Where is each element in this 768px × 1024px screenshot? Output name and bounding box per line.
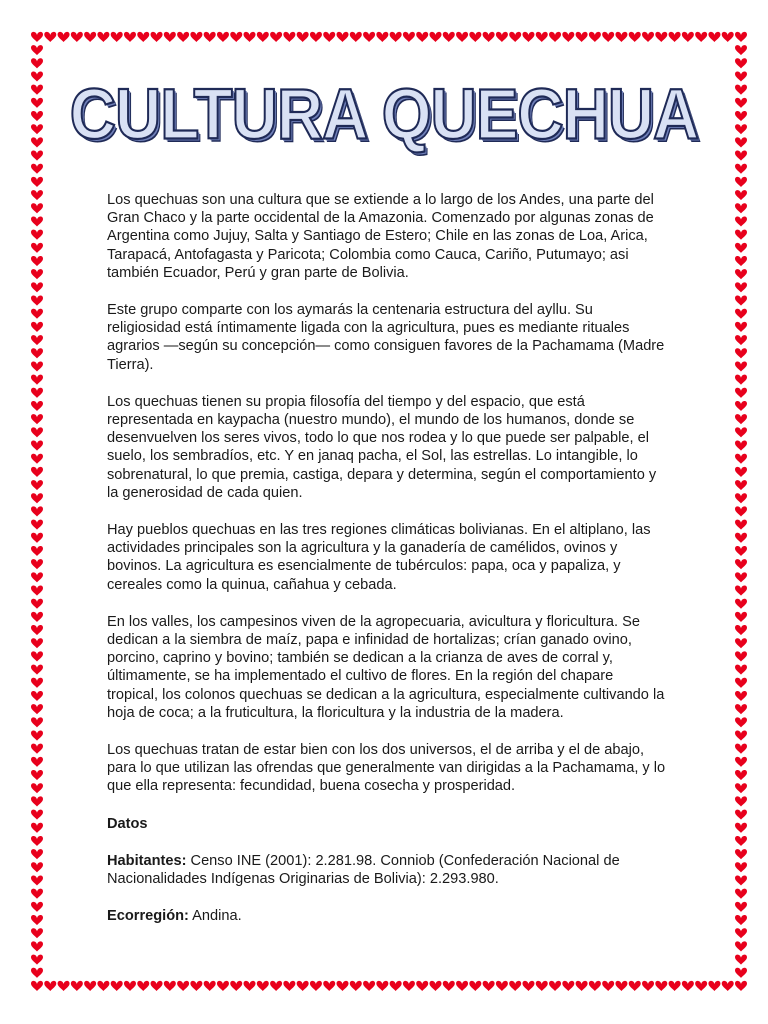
- heart-icon: [615, 32, 627, 42]
- heart-icon: [669, 32, 681, 42]
- heart-icon: [84, 981, 96, 991]
- heart-icon: [483, 981, 495, 991]
- heart-icon: [151, 981, 163, 991]
- heart-icon: [735, 348, 747, 358]
- heart-icon: [735, 731, 747, 741]
- heart-icon: [735, 414, 747, 424]
- heart-icon: [469, 981, 481, 991]
- heart-icon: [509, 32, 521, 42]
- heart-icon: [31, 58, 43, 68]
- paragraph-universos: Los quechuas tratan de estar bien con los dos universos, el de arriba y el de abajo, para lo que utilizan las ofrendas que generalmente van dirigidas a la Pachamama, y lo que ella representa: fecundidad, buena cosecha y prosperidad.: [107, 742, 666, 795]
- heart-icon: [735, 941, 747, 951]
- heart-icon: [31, 586, 43, 596]
- heart-icon: [137, 981, 149, 991]
- heart-icon: [735, 506, 747, 516]
- heart-icon: [31, 401, 43, 411]
- heart-icon: [735, 770, 747, 780]
- heart-icon: [31, 796, 43, 806]
- heart-icon: [735, 230, 747, 240]
- heart-icon: [735, 388, 747, 398]
- heart-icon: [735, 783, 747, 793]
- ecorregion-label: Ecorregión:: [107, 908, 189, 925]
- heart-icon: [97, 32, 109, 42]
- heart-icon: [735, 520, 747, 530]
- heart-icon: [735, 810, 747, 820]
- heart-icon: [363, 32, 375, 42]
- heart-icon: [682, 32, 694, 42]
- heart-icon: [363, 981, 375, 991]
- heart-icon: [31, 335, 43, 345]
- heart-icon: [722, 981, 734, 991]
- heart-icon: [655, 32, 667, 42]
- heart-icon: [735, 467, 747, 477]
- heart-icon: [735, 599, 747, 609]
- heart-icon: [31, 836, 43, 846]
- heart-icon: [735, 928, 747, 938]
- heart-icon: [31, 691, 43, 701]
- heart-icon: [244, 981, 256, 991]
- heart-icon: [390, 981, 402, 991]
- page-title: CULTURA QUECHUA: [69, 73, 699, 155]
- heart-icon: [589, 32, 601, 42]
- heart-icon: [735, 256, 747, 266]
- heart-icon: [416, 32, 428, 42]
- heart-icon: [31, 889, 43, 899]
- heart-icon: [71, 981, 83, 991]
- heart-icon: [31, 981, 43, 991]
- heart-icon: [230, 32, 242, 42]
- habitantes-label: Habitantes:: [107, 852, 187, 869]
- heart-icon: [735, 638, 747, 648]
- heart-icon: [31, 190, 43, 200]
- heart-icon: [390, 32, 402, 42]
- heart-icon: [164, 981, 176, 991]
- heart-icon: [416, 981, 428, 991]
- heart-icon: [204, 981, 216, 991]
- heart-icon: [31, 757, 43, 767]
- heart-icon: [376, 981, 388, 991]
- heart-icon: [682, 981, 694, 991]
- heart-icon: [31, 309, 43, 319]
- heart-icon: [456, 981, 468, 991]
- paragraph-ayllu: Este grupo comparte con los aymarás la centenaria estructura del ayllu. Su religiosidad está íntimamente ligada con la agricultura, pues es mediante rituales agrarios —según su concepción— como consiguen favores de la Pachamama (Madre Tierra).: [107, 302, 665, 373]
- heart-icon: [735, 151, 747, 161]
- heart-icon: [31, 45, 43, 55]
- heart-icon: [509, 981, 521, 991]
- heart-icon: [735, 796, 747, 806]
- heart-icon: [31, 678, 43, 688]
- heart-icon: [735, 361, 747, 371]
- heart-icon: [190, 32, 202, 42]
- heart-icon: [217, 981, 229, 991]
- heart-icon: [735, 704, 747, 714]
- heart-icon: [496, 981, 508, 991]
- heart-icon: [735, 691, 747, 701]
- heart-icon: [297, 32, 309, 42]
- heart-icon: [31, 348, 43, 358]
- heart-icon: [31, 665, 43, 675]
- heart-icon: [310, 32, 322, 42]
- heart-icon: [31, 414, 43, 424]
- heart-icon: [350, 981, 362, 991]
- heart-icon: [204, 32, 216, 42]
- heart-icon: [735, 744, 747, 754]
- heart-icon: [735, 915, 747, 925]
- heart-icon: [536, 32, 548, 42]
- heart-icon: [244, 32, 256, 42]
- heart-icon: [31, 216, 43, 226]
- heart-icon: [735, 968, 747, 978]
- heart-icon: [177, 32, 189, 42]
- heart-icon: [84, 32, 96, 42]
- heart-icon: [31, 546, 43, 556]
- heart-icon: [735, 678, 747, 688]
- heart-icon: [522, 981, 534, 991]
- heart-icon: [217, 32, 229, 42]
- heart-icon: [31, 968, 43, 978]
- heart-icon: [31, 638, 43, 648]
- heart-icon: [735, 836, 747, 846]
- heart-icon: [31, 322, 43, 332]
- paragraph-valles: En los valles, los campesinos viven de la agropecuaria, avicultura y floricultura. Se dedican a la siembra de maíz, papa e infinidad de hortalizas; crían ganado ovino, porcino, caprino y bovino; también se dedican a la crianza de aves de corral y, últimamente, se ha implementado el cultivo de flores. En la región del chapare tropical, los colonos quechuas se dedican a la agricultura, especialmente cultivando la hoja de coca; a la fruticultura, la floricultura y la industria de la madera.: [107, 613, 665, 721]
- heart-icon: [483, 32, 495, 42]
- heart-icon: [31, 493, 43, 503]
- heart-icon: [257, 981, 269, 991]
- heart-icon: [31, 427, 43, 437]
- heart-icon: [31, 269, 43, 279]
- heart-icon: [31, 441, 43, 451]
- heart-icon: [735, 717, 747, 727]
- heart-icon: [350, 32, 362, 42]
- heart-icon: [722, 32, 734, 42]
- habitantes-row: [107, 852, 667, 888]
- heart-icon: [31, 783, 43, 793]
- heart-icon: [71, 32, 83, 42]
- heart-icon: [735, 651, 747, 661]
- heart-icon: [735, 309, 747, 319]
- heart-icon: [549, 32, 561, 42]
- heart-icon: [31, 704, 43, 714]
- heart-icon: [58, 981, 70, 991]
- heart-icon: [589, 981, 601, 991]
- heart-icon: [297, 981, 309, 991]
- heart-icon: [735, 243, 747, 253]
- heart-icon: [31, 467, 43, 477]
- heart-icon: [31, 731, 43, 741]
- heart-icon: [695, 981, 707, 991]
- heart-icon: [735, 375, 747, 385]
- heart-icon: [283, 32, 295, 42]
- heart-icon: [270, 32, 282, 42]
- heart-icon: [469, 32, 481, 42]
- heart-icon: [31, 559, 43, 569]
- heart-icon: [735, 586, 747, 596]
- heart-icon: [642, 981, 654, 991]
- heart-icon: [735, 282, 747, 292]
- heart-icon: [642, 32, 654, 42]
- heart-icon: [735, 441, 747, 451]
- heart-icon: [549, 981, 561, 991]
- heart-icon: [735, 164, 747, 174]
- heart-icon: [31, 651, 43, 661]
- heart-icon: [629, 981, 641, 991]
- heart-icon: [735, 216, 747, 226]
- heart-icon: [522, 32, 534, 42]
- heart-icon: [735, 533, 747, 543]
- heart-icon: [230, 981, 242, 991]
- heart-icon: [31, 480, 43, 490]
- heart-icon: [615, 981, 627, 991]
- heart-icon: [429, 32, 441, 42]
- heart-icon: [735, 612, 747, 622]
- heart-icon: [443, 32, 455, 42]
- heart-icon: [31, 256, 43, 266]
- heart-icon: [111, 981, 123, 991]
- heart-icon: [735, 454, 747, 464]
- heart-icon: [576, 981, 588, 991]
- heart-icon: [97, 981, 109, 991]
- heart-icon: [629, 32, 641, 42]
- heart-icon: [31, 375, 43, 385]
- heart-icon: [323, 981, 335, 991]
- heart-icon: [31, 612, 43, 622]
- heart-icon: [735, 427, 747, 437]
- heart-icon: [735, 45, 747, 55]
- heart-icon: [695, 32, 707, 42]
- heart-icon: [151, 32, 163, 42]
- heart-icon: [31, 599, 43, 609]
- heart-icon: [31, 744, 43, 754]
- heart-icon: [735, 177, 747, 187]
- heart-icon: [323, 32, 335, 42]
- heart-icon: [31, 875, 43, 885]
- heart-icon: [31, 164, 43, 174]
- heart-icon: [536, 981, 548, 991]
- heart-icon: [456, 32, 468, 42]
- document-body: [107, 191, 667, 945]
- heart-icon: [496, 32, 508, 42]
- heart-icon: [735, 625, 747, 635]
- heart-icon: [735, 32, 747, 42]
- habitantes-text: Censo INE (2001): 2.281.98. Conniob (Confederación Nacional de Nacionalidades Indígenas Originarias de Bolivia): 2.293.980.: [107, 852, 620, 888]
- title-container: [0, 73, 768, 155]
- heart-icon: [31, 717, 43, 727]
- heart-icon: [31, 915, 43, 925]
- heart-icon: [31, 810, 43, 820]
- heart-icon: [576, 32, 588, 42]
- heart-icon: [735, 757, 747, 767]
- heart-icon: [735, 875, 747, 885]
- heart-icon: [669, 981, 681, 991]
- heart-icon: [310, 981, 322, 991]
- heart-icon: [31, 177, 43, 187]
- heart-icon: [735, 902, 747, 912]
- heart-icon: [735, 269, 747, 279]
- heart-icon: [735, 480, 747, 490]
- heart-icon: [562, 32, 574, 42]
- heart-icon: [31, 902, 43, 912]
- heart-icon: [31, 32, 43, 42]
- heart-icon: [735, 572, 747, 582]
- heart-icon: [111, 32, 123, 42]
- heart-icon: [124, 981, 136, 991]
- heart-icon: [177, 981, 189, 991]
- heart-icon: [403, 32, 415, 42]
- heart-icon: [735, 559, 747, 569]
- heart-icon: [735, 322, 747, 332]
- heart-icon: [31, 361, 43, 371]
- heart-icon: [337, 981, 349, 991]
- heart-icon: [602, 32, 614, 42]
- heart-icon: [655, 981, 667, 991]
- heart-icon: [31, 849, 43, 859]
- paragraph-filosofia: Los quechuas tienen su propia filosofía del tiempo y del espacio, que está representada en kaypacha (nuestro mundo), el mundo de los humanos, donde se desenvuelven los seres vivos, todo lo que nos rodea y lo que puede ser palpable, el suelo, los sembradíos, etc. Y en janaq pacha, el Sol, las estrellas. Lo intangible, lo sobrenatural, lo que premia, castiga, depara y determina, según el comportamiento y la generosidad de cada quien.: [107, 393, 657, 501]
- heart-icon: [31, 151, 43, 161]
- heart-icon: [735, 335, 747, 345]
- heart-icon: [164, 32, 176, 42]
- heart-icon: [137, 32, 149, 42]
- heart-icon: [31, 572, 43, 582]
- heart-icon: [735, 889, 747, 899]
- heart-icon: [735, 190, 747, 200]
- heart-icon: [31, 243, 43, 253]
- heart-icon: [31, 625, 43, 635]
- heart-icon: [337, 32, 349, 42]
- heart-icon: [31, 296, 43, 306]
- heart-icon: [44, 32, 56, 42]
- heart-icon: [735, 493, 747, 503]
- heart-icon: [31, 941, 43, 951]
- heart-icon: [429, 981, 441, 991]
- heart-icon: [58, 32, 70, 42]
- heart-icon: [44, 981, 56, 991]
- heart-icon: [283, 981, 295, 991]
- heart-icon: [735, 862, 747, 872]
- heart-icon: [31, 388, 43, 398]
- heart-icon: [602, 981, 614, 991]
- heart-icon: [735, 203, 747, 213]
- heart-icon: [562, 981, 574, 991]
- heart-icon: [735, 546, 747, 556]
- heart-icon: [31, 823, 43, 833]
- ecorregion-text: Andina.: [188, 908, 242, 925]
- heart-icon: [31, 533, 43, 543]
- heart-icon: [735, 296, 747, 306]
- heart-icon: [31, 230, 43, 240]
- heart-icon: [443, 981, 455, 991]
- heart-icon: [403, 981, 415, 991]
- heart-icon: [31, 520, 43, 530]
- heart-icon: [31, 506, 43, 516]
- heart-icon: [124, 32, 136, 42]
- heart-icon: [735, 58, 747, 68]
- heart-icon: [708, 981, 720, 991]
- heart-icon: [376, 32, 388, 42]
- heart-icon: [270, 981, 282, 991]
- heart-icon: [735, 849, 747, 859]
- heart-icon: [31, 928, 43, 938]
- heart-icon: [735, 955, 747, 965]
- heart-icon: [31, 282, 43, 292]
- heart-icon: [31, 955, 43, 965]
- heart-icon: [31, 770, 43, 780]
- heart-icon: [708, 32, 720, 42]
- ecorregion-row: [107, 907, 667, 925]
- heart-icon: [257, 32, 269, 42]
- heart-icon: [190, 981, 202, 991]
- heart-icon: [31, 862, 43, 872]
- heart-icon: [31, 203, 43, 213]
- datos-heading: Datos: [107, 815, 148, 832]
- paragraph-intro: Los quechuas son una cultura que se extiende a lo largo de los Andes, una parte del Gran Chaco y la parte occidental de la Amazonia. Comenzado por algunas zonas de Argentina como Jujuy, Salta y Santiago de Estero; Chile en las zonas de Loa, Arica, Tarapacá, Antofagasta y Paricota; Colombia como Cauca, Cariño, Putumayo; asi también Ecuador, Perú y gran parte de Bolivia.: [107, 192, 654, 281]
- heart-icon: [735, 665, 747, 675]
- heart-icon: [735, 401, 747, 411]
- heart-icon: [735, 823, 747, 833]
- paragraph-regiones: Hay pueblos quechuas en las tres regiones climáticas bolivianas. En el altiplano, las actividades principales son la agricultura y la ganadería de camélidos, ovinos y bovinos. La agricultura es esencialmente de tubérculos: papa, oca y papaliza, y cereales como la quinua, cañahua y cebada.: [107, 522, 651, 593]
- heart-icon: [31, 454, 43, 464]
- heart-icon: [735, 981, 747, 991]
